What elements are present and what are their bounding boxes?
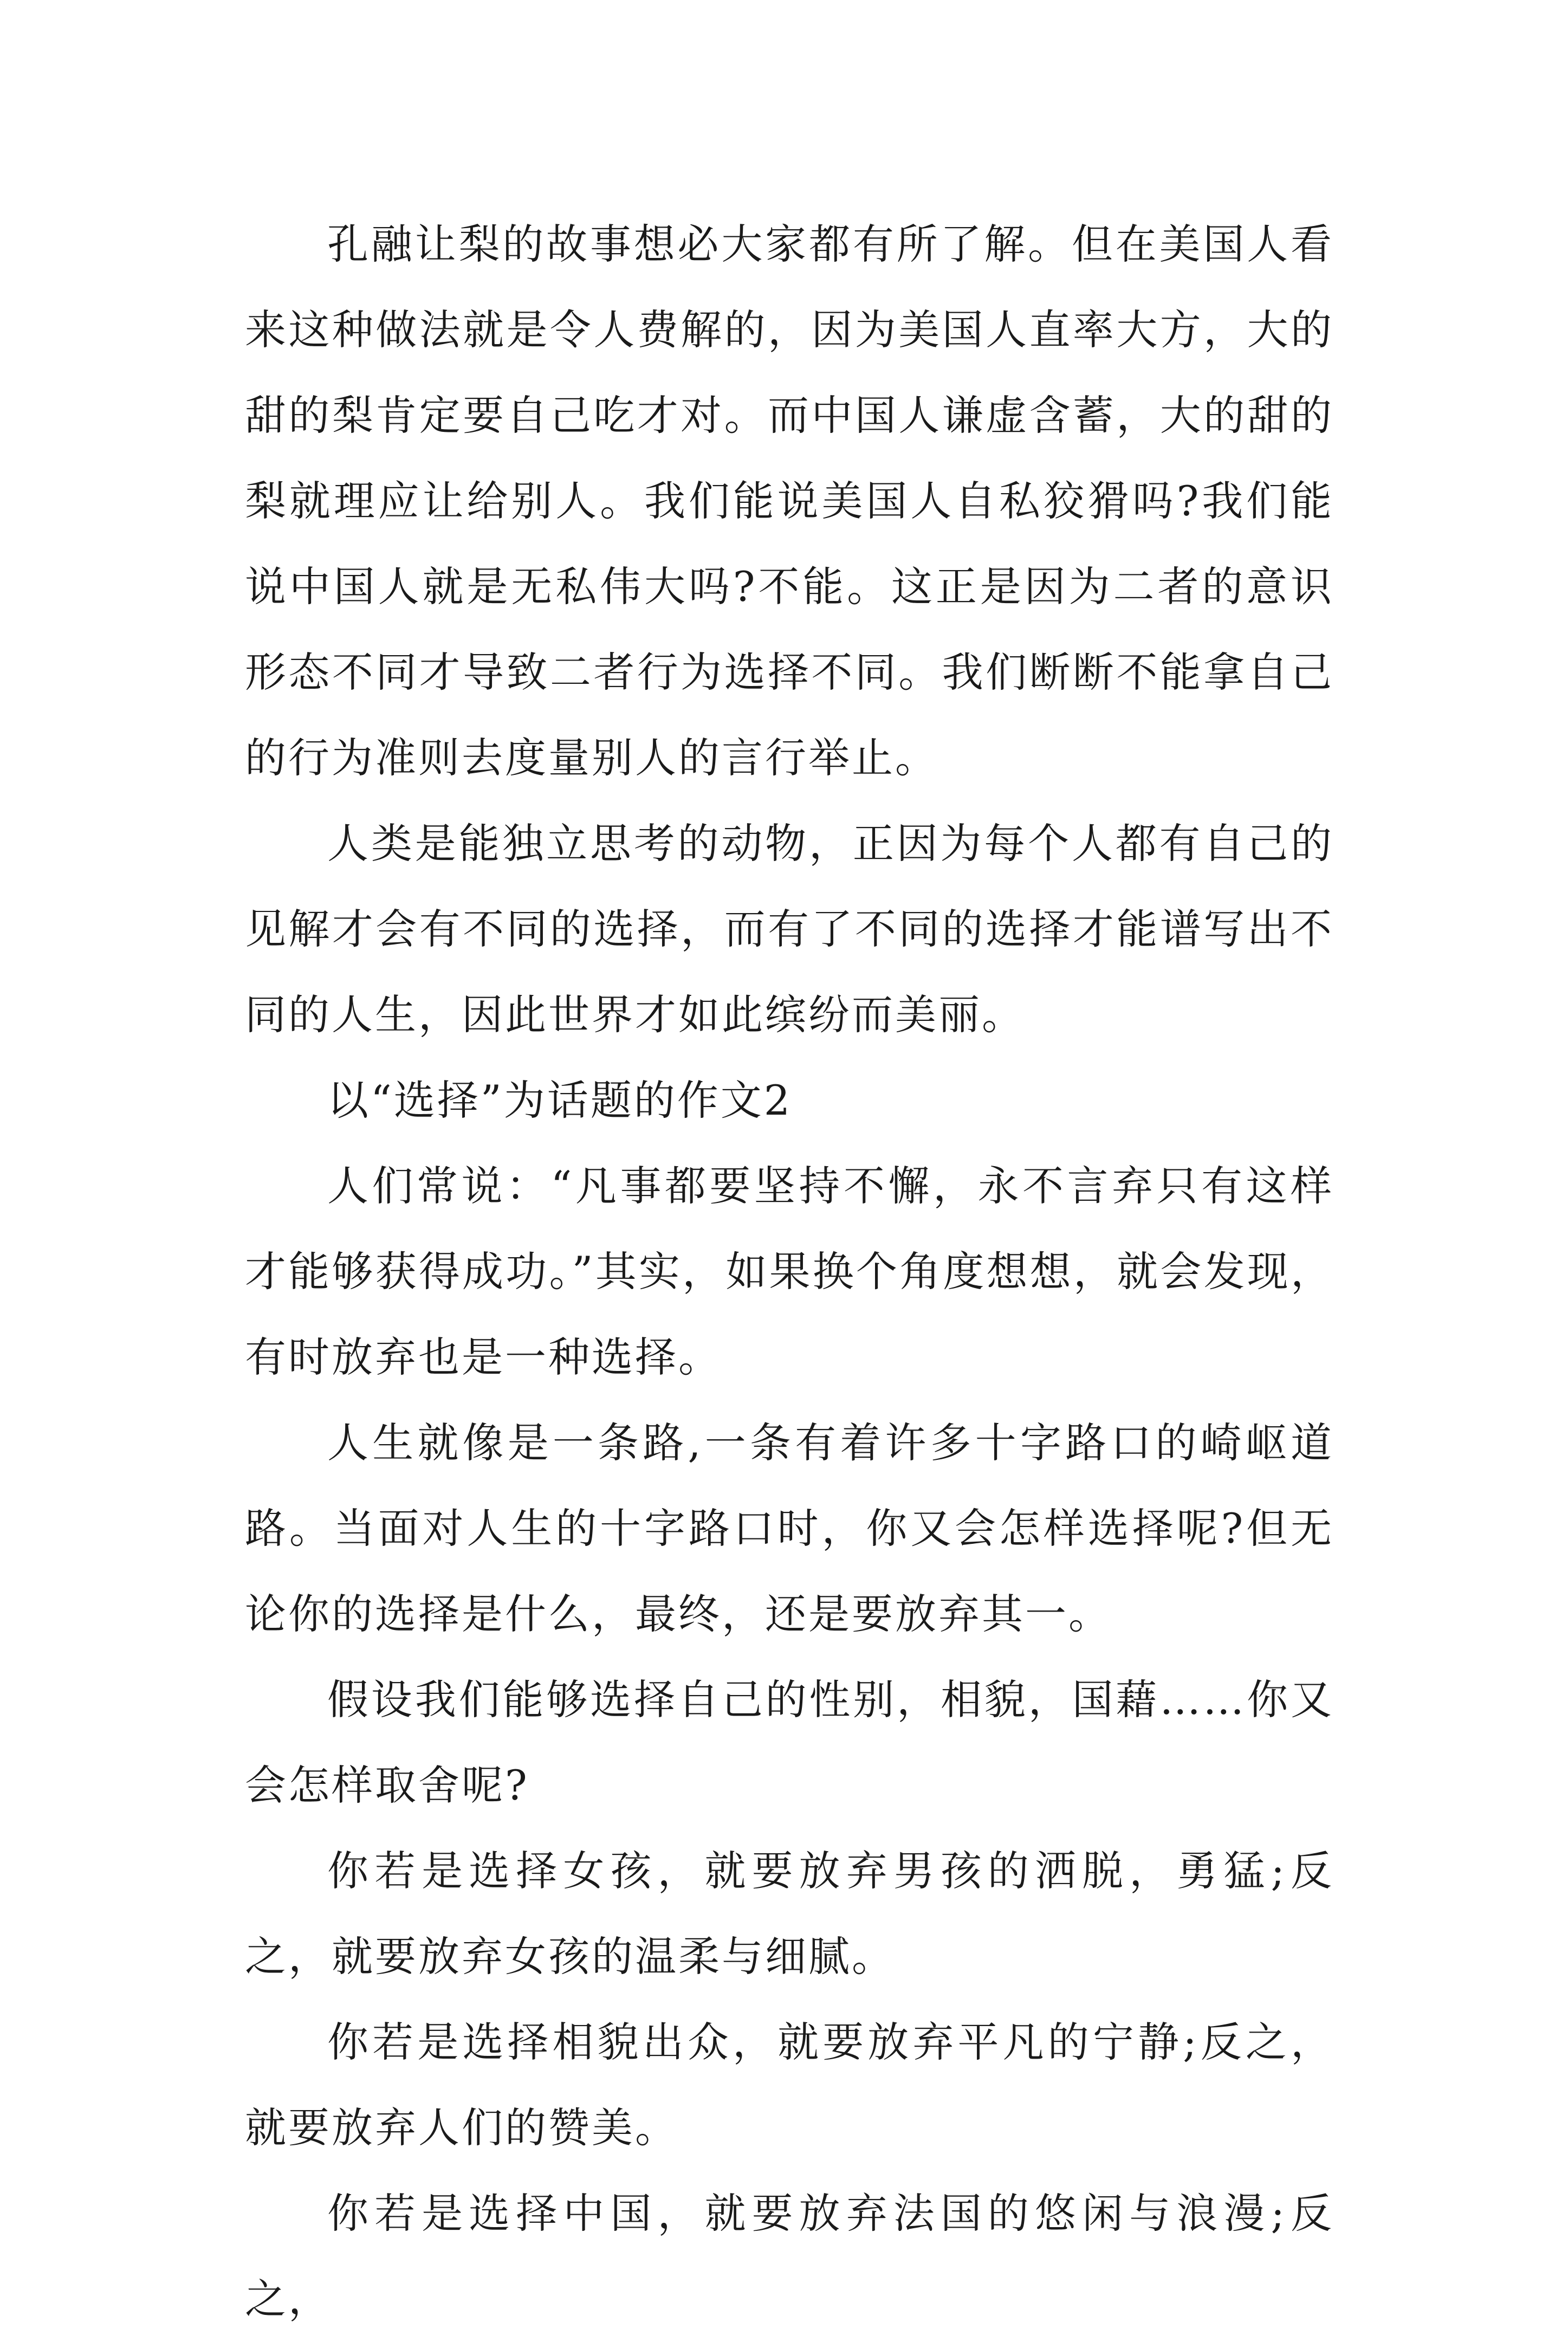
document-body — [245, 202, 1334, 2342]
paragraph-people-say: 人们常说：“凡事都要坚持不懈，永不言弃只有这样才能够获得成功。”其实，如果换个角度想想，就会发现，有时放弃也是一种选择。 — [245, 1162, 1334, 1381]
paragraph-human-thinking: 人类是能独立思考的动物，正因为每个人都有自己的见解才会有不同的选择，而有了不同的选择才能谱写出不同的人生，因此世界才如此缤纷而美丽。 — [245, 819, 1334, 1039]
paragraph-kong-rong: 孔融让梨的故事想必大家都有所了解。但在美国人看来这种做法就是令人费解的，因为美国人直率大方，大的甜的梨肯定要自己吃才对。而中国人谦虚含蓄，大的甜的梨就理应让给别人。我们能说美国人自私狡猾吗?我们能说中国人就是无私伟大吗?不能。这正是因为二者的意识形态不同才导致二者行为选择不同。我们断断不能拿自己的行为准则去度量别人的言行举止。 — [245, 220, 1334, 782]
paragraph-looks: 你若是选择相貌出众，就要放弃平凡的宁静;反之，就要放弃人们的赞美。 — [245, 2018, 1334, 2152]
essay-heading-2: 以“选择”为话题的作文2 — [327, 1076, 793, 1124]
paragraph-girl: 你若是选择女孩，就要放弃男孩的洒脱，勇猛;反之，就要放弃女孩的温柔与细腻。 — [245, 1847, 1334, 1981]
paragraph-life-road: 人生就像是一条路,一条有着许多十字路口的崎岖道路。当面对人生的十字路口时，你又会怎样选择呢?但无论你的选择是什么，最终，还是要放弃其一。 — [245, 1419, 1334, 1638]
paragraph-suppose: 假设我们能够选择自己的性别，相貌，国藉……你又会怎样取舍呢? — [245, 1675, 1334, 1809]
paragraph-china: 你若是选择中国，就要放弃法国的悠闲与浪漫;反之， — [245, 2189, 1334, 2323]
